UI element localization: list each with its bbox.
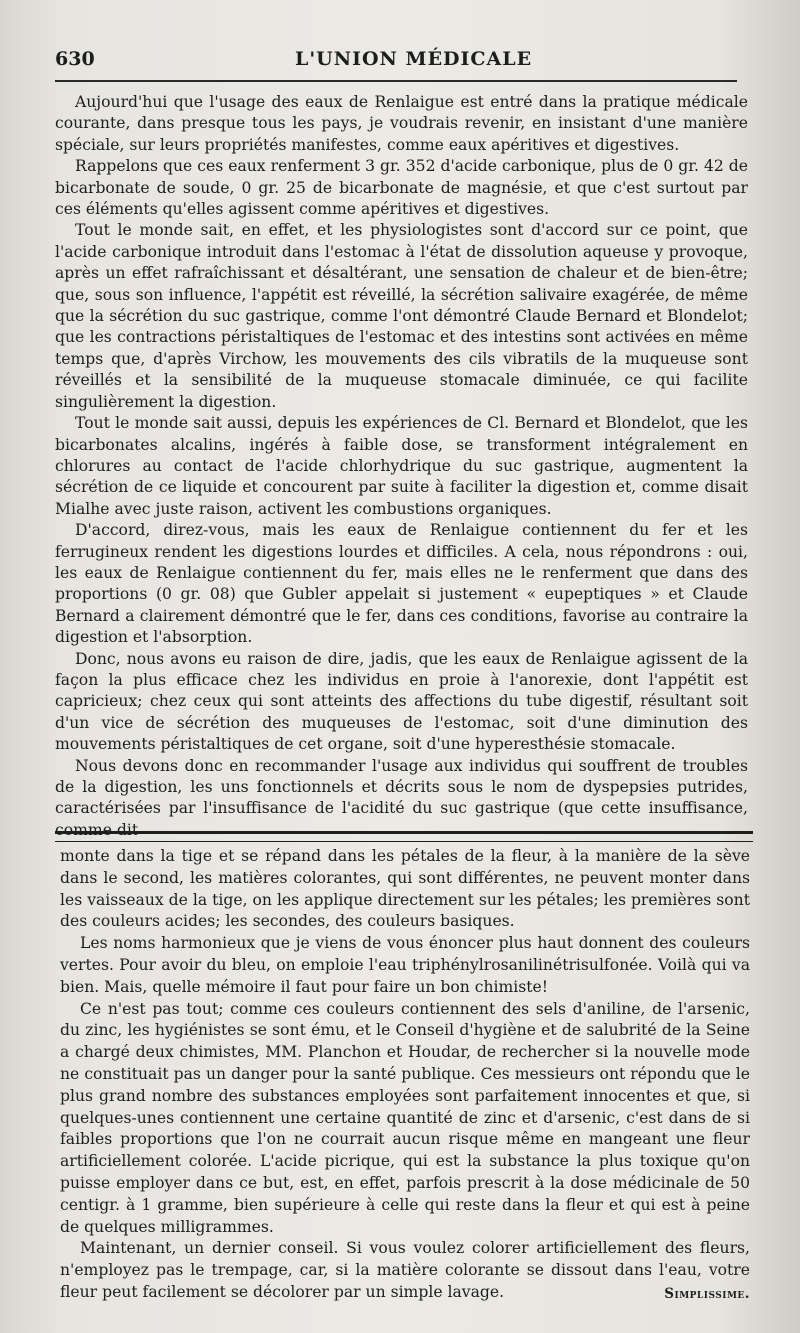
article-paragraph: Tout le monde sait, en effet, et les physiologistes sont d'accord sur ce point, que l'acide carbonique introduit dans l'estomac à l'état de dissolution aqueuse y provoque, après un effet rafraîchissant et désaltérant, une sensation de chaleur et de bien-être; que, sous son influence, l'appétit est réveillé, la sécrétion salivaire exagérée, de même que la sécrétion du suc gastrique, comme l'ont démontré Claude Bernard et Blondelot; que les contractions péristaltiques de l'estomac et des intestins sont activées en même temps que, d'après Virchow, les mouvements des cils vibratils de la muqueuse sont réveillés et la sensibilité de la muqueuse stomacale diminuée, ce qui facilite singulièrement la digestion. [55, 221, 748, 411]
article-paragraph: D'accord, direz-vous, mais les eaux de Renlaigue contiennent du fer et les ferrugineux rendent les digestions lourdes et difficiles. A cela, nous répondrons : oui, les eaux de Renlaigue contiennent du fer, mais elles ne le renferment que dans des proportions (0 gr. 08) que Gubler appelait si justement « eupeptiques » et Claude Bernard a clairement démontré que le fer, dans ces conditions, favorise au contraire la digestion et l'absorption. [55, 521, 748, 647]
page-number: 630 [55, 48, 95, 70]
main-article [55, 92, 748, 841]
article-paragraph: Aujourd'hui que l'usage des eaux de Renlaigue est entré dans la pratique médicale courante, dans presque tous les pays, je voudrais revenir, en insistant d'une manière spéciale, sur leurs propriétés manifestes, comme eaux apéritives et digestives. [55, 93, 748, 154]
closing-text: Maintenant, un dernier conseil. Si vous voulez colorer artificiellement des fleurs, n'employez pas le trempage, car, si la matière colorante se dissout dans l'eau, votre fleur peut facilement se décolorer par un simple lavage. [60, 1239, 750, 1301]
article-paragraph: Tout le monde sait aussi, depuis les expériences de Cl. Bernard et Blondelot, que les bicarbonates alcalins, ingérés à faible dose, se transforment intégralement en chlorures au contact de l'acide chlorhydrique du suc gastrique, augmentent la sécrétion de ce liquide et concourent par suite à faciliter la digestion et, comme disait Mialhe avec juste raison, activent les combustions organiques. [55, 414, 748, 518]
author-signature: Simplissime. [664, 1285, 750, 1302]
article-paragraph: Donc, nous avons eu raison de dire, jadis, que les eaux de Renlaigue agissent de la façon la plus efficace chez les individus en proie à l'anorexie, dont l'appétit est capricieux; chez ceux qui sont atteints des affections du tube digestif, résultant soit d'un vice de sécrétion des muqueuses de l'estomac, soit d'une diminution des mouvements péristaltiques de cet organe, soit d'une hyperesthésie stomacale. [55, 649, 748, 754]
journal-title: L'UNION MÉDICALE [295, 48, 533, 70]
feuilleton-paragraph: Les noms harmonieux que je viens de vous énoncer plus haut donnent des couleurs vertes. Pour avoir du bleu, on emploie l'eau triphénylrosanilinétrisulfonée. Voilà qui va bien. Mais, quelle mémoire il faut pour faire un bon chimiste! [60, 934, 750, 996]
article-paragraph: Rappelons que ces eaux renferment 3 gr. 352 d'acide carbonique, plus de 0 gr. 42 de bicarbonate de soude, 0 gr. 25 de bicarbonate de magnésie, et que c'est surtout par ces éléments qu'elles agissent comme apéritives et digestives. [55, 157, 748, 219]
feuilleton-paragraph: Ce n'est pas tout; comme ces couleurs contiennent des sels d'aniline, de l'arsenic, du zinc, les hygiénistes se sont ému, et le Conseil d'hygiène et de salubrité de la Seine a chargé deux chimistes, MM. Planchon et Houdar, de rechercher si la nouvelle mode ne constituait pas un danger pour la santé publique. Ces messieurs ont répondu que le plus grand nombre des substances employées sont parfaitement innocentes et que, si quelques-unes contiennent une certaine quantité de zinc et d'arsenic, c'est dans de si faibles proportions que l'on ne courrait aucun risque même en mangeant une fleur artificiellement colorée. L'acide picrique, qui est la substance la plus toxique qu'on puisse employer dans ce but, est, en effet, parfois prescrit à la dose médicinale de 50 centigr. à 1 gramme, bien supérieure à celle qui reste dans la fleur et qui est à peine de quelques milligrammes. [60, 999, 750, 1236]
section-divider [55, 831, 753, 842]
article-paragraph: Nous devons donc en recommander l'usage aux individus qui souffrent de troubles de la digestion, les uns fonctionnels et décrits sous le nom de dyspepsies putrides, caractérisées par l'insuffisance de l'acidité du suc gastrique (que cette insuffisance, comme dit [55, 756, 748, 839]
header-rule [55, 80, 737, 82]
feuilleton-paragraph [60, 1238, 750, 1303]
continuation-paragraph: monte dans la tige et se répand dans les pétales de la fleur, à la manière de la sève dans le second, les matières colorantes, qui sont différentes, ne peuvent monter dans les vaisseaux de la tige, on les applique directement sur les pétales; les premières sont des couleurs acides; les secondes, des couleurs basiques. [60, 847, 750, 931]
page-header [55, 48, 755, 78]
feuilleton-article [60, 846, 750, 1306]
